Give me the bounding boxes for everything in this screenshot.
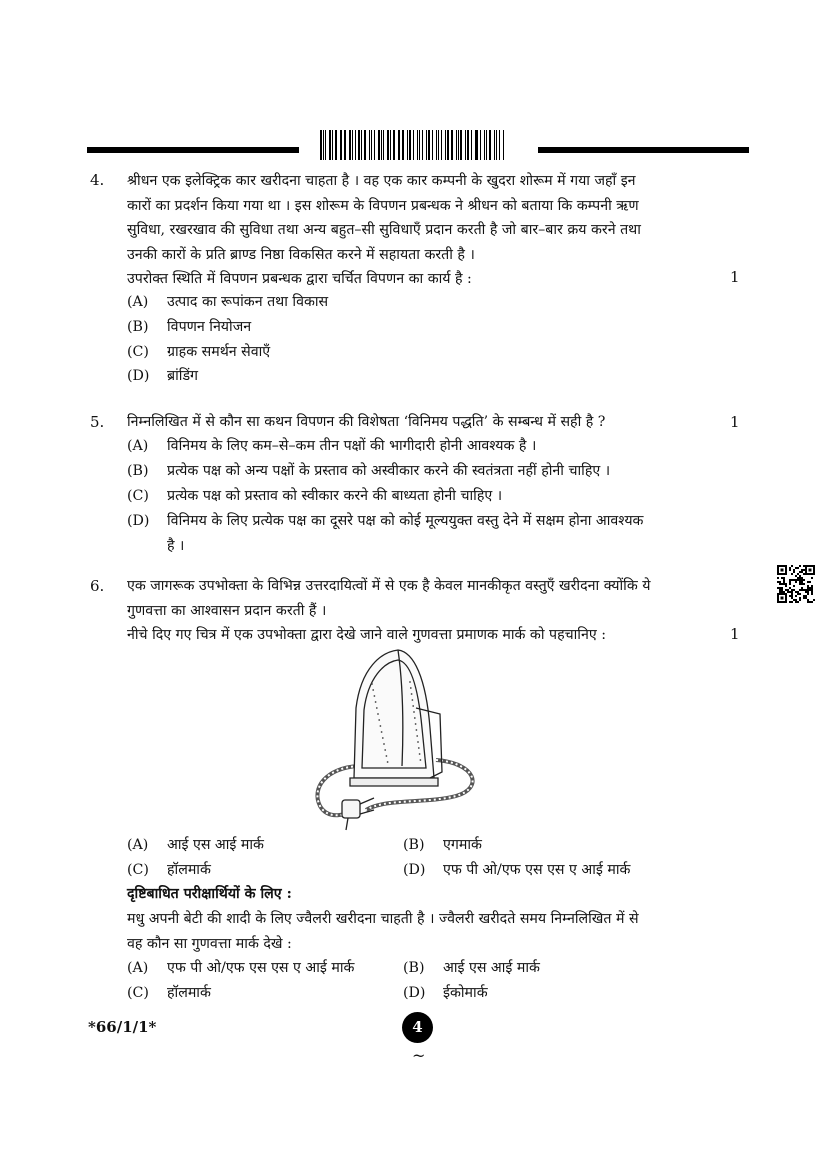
q5-option-d-cont: है ।: [167, 538, 185, 554]
vi-option-c: (C) हॉलमार्क: [127, 985, 211, 1001]
q4-marks: 1: [730, 268, 740, 286]
q4-line: सुविधा, रखरखाव की सुविधा तथा अन्य बहुत–सी सुविधाएँ प्रदान करती है जो बार–बार क्रय करने तथा: [127, 222, 641, 238]
q4-option-a: (A) उत्पाद का रूपांकन तथा विकास: [127, 294, 329, 310]
q4-stem: [127, 169, 717, 292]
q6-option-b: (B) एगमार्क: [403, 837, 482, 853]
q5-option-d: (D) विनिमय के लिए प्रत्येक पक्ष का दूसरे पक्ष को कोई मूल्ययुक्त वस्तु देने में सक्षम होना आवश्यक: [127, 513, 644, 529]
page-number: 4: [402, 1012, 433, 1043]
q4-line: कारों का प्रदर्शन किया गया था । इस शोरूम के विपणन प्रबन्धक ने श्रीधन को बताया कि कम्पनी ऋण: [127, 197, 639, 214]
q6-line: एक जागरूक उपभोक्ता के विभिन्न उत्तरदायित्वों में से एक है केवल मानकीकृत वस्तुएँ खरीदना क्योंकि ये: [127, 578, 651, 594]
q5-option-b: (B) प्रत्येक पक्ष को अन्य पक्षों के प्रस्ताव को अस्वीकार करने की स्वतंत्रता नहीं होनी चाहिए ।: [127, 463, 611, 479]
q4-option-c: (C) ग्राहक समर्थन सेवाएँ: [127, 344, 271, 360]
q6-line: गुणवत्ता का आश्वासन प्रदान करती हैं ।: [127, 602, 327, 619]
vi-heading: दृष्टिबाधित परीक्षार्थियों के लिए :: [127, 886, 292, 902]
q6-number: 6.: [90, 577, 105, 595]
vi-line: मधु अपनी बेटी की शादी के लिए ज्वैलरी खरीदना चाहती है । ज्वैलरी खरीदते समय निम्नलिखित में से: [127, 911, 639, 927]
vi-option-a: (A) एफ पी ओ/एफ एस एस ए आई मार्क: [127, 960, 355, 976]
q6-option-a: (A) आई एस आई मार्क: [127, 837, 264, 853]
q6-stem: [127, 574, 717, 648]
q4-line: उनकी कारों के प्रति ब्राण्ड निष्ठा विकसित करने में सहायता करती है ।: [127, 246, 475, 263]
q4-line: श्रीधन एक इलेक्ट्रिक कार खरीदना चाहता है । वह एक कार कम्पनी के खुदरा शोरूम में गया जहाँ इन: [127, 173, 636, 189]
q6-option-d: (D) एफ पी ओ/एफ एस एस ए आई मार्क: [403, 862, 631, 878]
q5-option-c: (C) प्रत्येक पक्ष को प्रस्ताव को स्वीकार करने की बाध्यता होनी चाहिए ।: [127, 488, 503, 504]
vi-line: वह कौन सा गुणवत्ता मार्क देखे :: [127, 935, 292, 952]
q5-number: 5.: [90, 413, 105, 431]
header-rule-right: [538, 147, 749, 153]
vi-option-d: (D) ईकोमार्क: [403, 985, 488, 1001]
header-rule-left: [87, 147, 299, 153]
q6-prompt: नीचे दिए गए चित्र में एक उपभोक्ता द्वारा देखे जाने वाले गुणवत्ता प्रमाणक मार्क को पहचानिए :: [127, 627, 606, 643]
q5-prompt: निम्नलिखित में से कौन सा कथन विपणन की विशेषता ‘विनिमय पद्धति’ के सम्बन्ध में सही है ?: [127, 414, 606, 430]
vi-stem: [127, 907, 727, 956]
q5-marks: 1: [730, 413, 740, 431]
iron-illustration: [306, 648, 486, 833]
q4-number: 4.: [90, 171, 105, 189]
q6-marks: 1: [730, 625, 740, 643]
paper-code: *66/1/1*: [88, 1018, 157, 1036]
q4-option-b: (B) विपणन नियोजन: [127, 319, 252, 335]
q5-option-a: (A) विनिमय के लिए कम–से–कम तीन पक्षों की भागीदारी होनी आवश्यक है ।: [127, 438, 537, 454]
q6-option-c: (C) हॉलमार्क: [127, 862, 211, 878]
qr-code: [777, 565, 815, 603]
q4-prompt: उपरोक्त स्थिति में विपणन प्रबन्धक द्वारा चर्चित विपणन का कार्य है :: [127, 271, 472, 287]
barcode: [320, 130, 505, 160]
vi-option-b: (B) आई एस आई मार्क: [403, 960, 540, 976]
footer-tilde: ~: [412, 1046, 426, 1065]
q4-option-d: (D) ब्रांडिंग: [127, 368, 199, 384]
